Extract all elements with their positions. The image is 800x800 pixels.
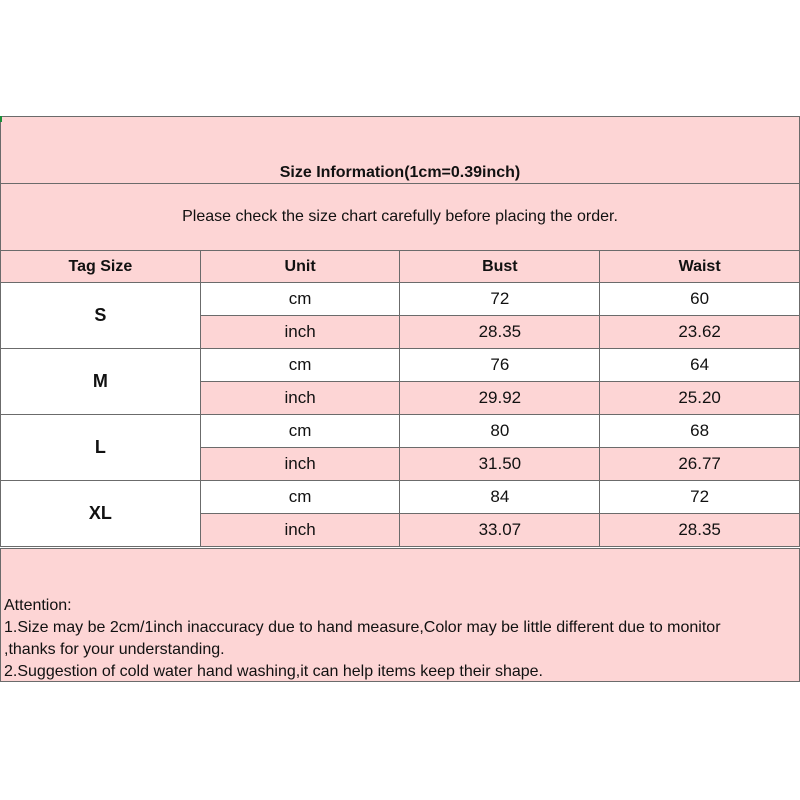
size-table (0, 250, 800, 547)
bust-cell: 31.50 (400, 448, 600, 481)
attention-box (0, 548, 800, 682)
waist-cell: 64 (600, 349, 800, 382)
size-label-xl: XL (1, 481, 201, 547)
unit-cell: inch (200, 382, 400, 415)
waist-cell: 28.35 (600, 514, 800, 547)
unit-cell: cm (200, 415, 400, 448)
attention-lines (4, 595, 721, 683)
waist-cell: 26.77 (600, 448, 800, 481)
note-band (0, 183, 800, 250)
waist-cell: 25.20 (600, 382, 800, 415)
unit-cell: inch (200, 316, 400, 349)
attention-heading: Attention: (4, 597, 72, 614)
bust-cell: 84 (400, 481, 600, 514)
unit-cell: cm (200, 349, 400, 382)
page-title: Size Information(1cm=0.39inch) (279, 164, 521, 181)
header-bust: Bust (400, 251, 600, 283)
waist-cell: 68 (600, 415, 800, 448)
unit-cell: inch (200, 448, 400, 481)
unit-cell: cm (200, 481, 400, 514)
table-row (1, 283, 800, 316)
attention-line-1: 1.Size may be 2cm/1inch inaccuracy due to hand measure,Color may be little different due to monitor (4, 619, 721, 636)
waist-cell: 72 (600, 481, 800, 514)
unit-cell: cm (200, 283, 400, 316)
table-row (1, 481, 800, 514)
attention-line-1-continued: ,thanks for your understanding. (4, 641, 225, 658)
corner-mark (0, 116, 2, 122)
title-band (0, 116, 800, 184)
size-label-m: M (1, 349, 201, 415)
bust-cell: 76 (400, 349, 600, 382)
bust-cell: 33.07 (400, 514, 600, 547)
waist-cell: 60 (600, 283, 800, 316)
table-row (1, 415, 800, 448)
size-note: Please check the size chart carefully before placing the order. (182, 208, 618, 225)
table-header-row (1, 251, 800, 283)
bust-cell: 80 (400, 415, 600, 448)
header-waist: Waist (600, 251, 800, 283)
header-unit: Unit (200, 251, 400, 283)
bust-cell: 28.35 (400, 316, 600, 349)
unit-cell: inch (200, 514, 400, 547)
size-label-l: L (1, 415, 201, 481)
attention-line-2: 2.Suggestion of cold water hand washing,it can help items keep their shape. (4, 663, 543, 680)
header-tag-size: Tag Size (1, 251, 201, 283)
size-label-s: S (1, 283, 201, 349)
table-row (1, 349, 800, 382)
bust-cell: 29.92 (400, 382, 600, 415)
bust-cell: 72 (400, 283, 600, 316)
waist-cell: 23.62 (600, 316, 800, 349)
